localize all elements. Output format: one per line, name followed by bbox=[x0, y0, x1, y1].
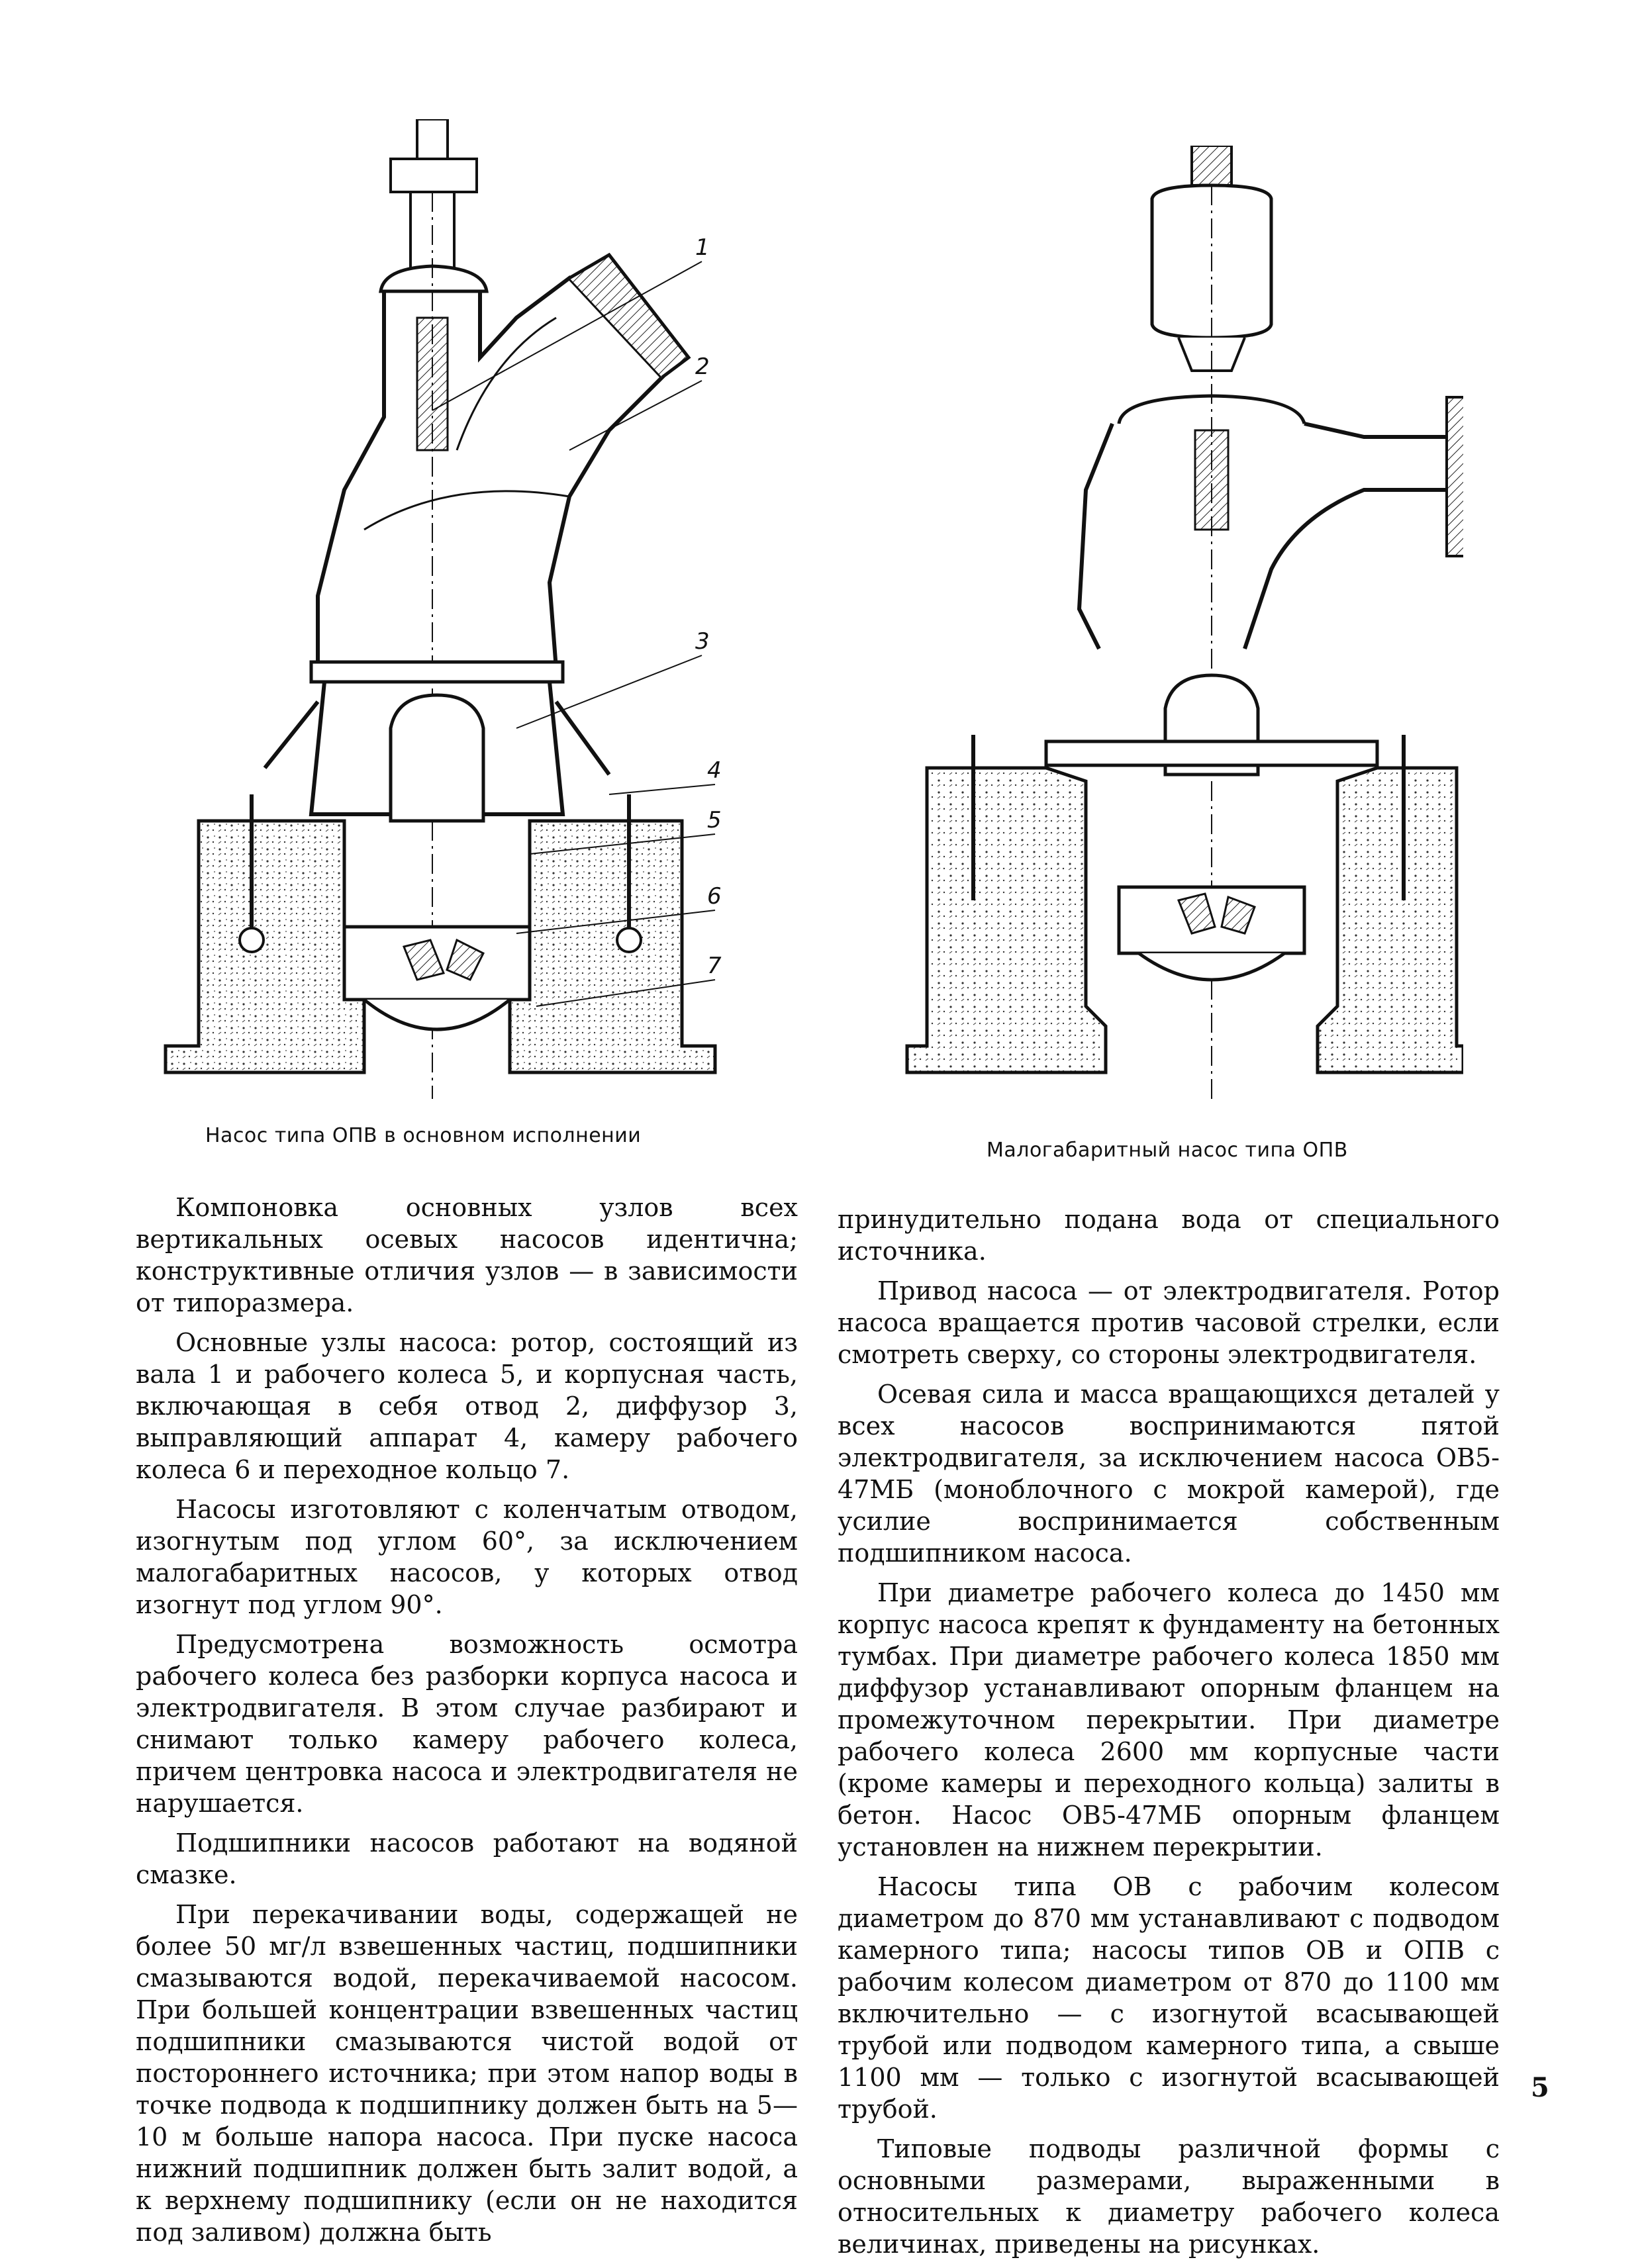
page-number: 5 bbox=[1531, 2072, 1549, 2103]
text-column-right bbox=[838, 1204, 1500, 2268]
opv-basic-drawing bbox=[146, 119, 808, 1099]
callout-3: 3 bbox=[695, 628, 710, 655]
figure-caption-right: Малогабаритный насос типа ОПВ bbox=[987, 1139, 1348, 1162]
paragraph: При перекачивании воды, содержащей не более 50 мг/л взвешенных частиц, подшипники смазываются водой, перекачиваемой насосом. При большей концентрации взвешенных частиц подшипники смазываются чистой водой от постороннего источника; при этом напор воды в точке подвода к подшипнику должен быть на 5—10 м больше напора насоса. При пуске насоса нижний подшипник должен быть залит водой, а к верхнему подшипнику (если он не находится под заливом) должна быть bbox=[136, 1900, 798, 2247]
paragraph: Привод насоса — от электродвигателя. Ротор насоса вращается против часовой стрелки, если смотреть сверху, со стороны электродвигателя. bbox=[838, 1276, 1500, 1369]
callout-4: 4 bbox=[707, 757, 722, 784]
paragraph: Подшипники насосов работают на водяной смазке. bbox=[136, 1828, 798, 1889]
paragraph: Насосы типа ОВ с рабочим колесом диаметром до 870 мм устанавливают с подводом камерного типа; насосы типов ОВ и ОПВ с рабочим колесом диаметром от 870 до 1100 мм включительно — с изогнутой всасывающей трубой или подводом камерного типа, а свыше 1100 мм — только с изогнутой всасывающей трубой. bbox=[838, 1872, 1500, 2124]
figure-opv-compact bbox=[900, 146, 1463, 1099]
opv-compact-drawing bbox=[900, 146, 1463, 1099]
paragraph: Типовые подводы различной формы с основными размерами, выраженными в относительных к диаметру рабочего колеса величинах, приведены на рисунках. bbox=[838, 2134, 1500, 2259]
paragraph: Основные узлы насоса: ротор, состоящий из вала 1 и рабочего колеса 5, и корпусная часть, включающая в себя отвод 2, диффузор 3, выправляющий аппарат 4, камеру рабочего колеса 6 и переходное кольцо 7. bbox=[136, 1328, 798, 1484]
callout-2: 2 bbox=[695, 354, 710, 380]
callout-5: 5 bbox=[707, 807, 722, 833]
paragraph: Осевая сила и масса вращающихся деталей у всех насосов воспринимаются пятой электродвигателя, за исключением насоса ОВ5-47МБ (моноблочного с мокрой камерой), где усилие воспринимается собственным подшипником насоса. bbox=[838, 1380, 1500, 1568]
paragraph: При диаметре рабочего колеса до 1450 мм корпус насоса крепят к фундаменту на бетонных тумбах. При диаметре рабочего колеса 1850 мм диффузор устанавливают опорным фланцем на промежуточном перекрытии. При диаметре рабочего колеса 2600 мм корпусные части (кроме камеры и переходного кольца) залиты в бетон. Насос ОВ5-47МБ опорным фланцем установлен на нижнем перекрытии. bbox=[838, 1578, 1500, 1862]
paragraph: Предусмотрена возможность осмотра рабочего колеса без разборки корпуса насоса и электродвигателя. В этом случае разбирают и снимают только камеру рабочего колеса, причем центровка насоса и электродвигателя не нарушается. bbox=[136, 1630, 798, 1818]
paragraph: Компоновка основных узлов всех вертикальных осевых насосов идентична; конструктивные отличия узлов — в зависимости от типоразмера. bbox=[136, 1193, 798, 1317]
figure-caption-left: Насос типа ОПВ в основном исполнении bbox=[205, 1124, 642, 1147]
paragraph-continuation: принудительно подана вода от специального источника. bbox=[838, 1205, 1500, 1266]
figure-opv-basic bbox=[146, 119, 808, 1099]
callout-1: 1 bbox=[695, 234, 710, 261]
text-column-left bbox=[136, 1192, 798, 2256]
callout-6: 6 bbox=[707, 883, 722, 910]
paragraph: Насосы изготовляют с коленчатым отводом, изогнутым под углом 60°, за исключением малогабаритных насосов, у которых отвод изогнут под углом 90°. bbox=[136, 1495, 798, 1619]
callout-7: 7 bbox=[707, 953, 722, 979]
